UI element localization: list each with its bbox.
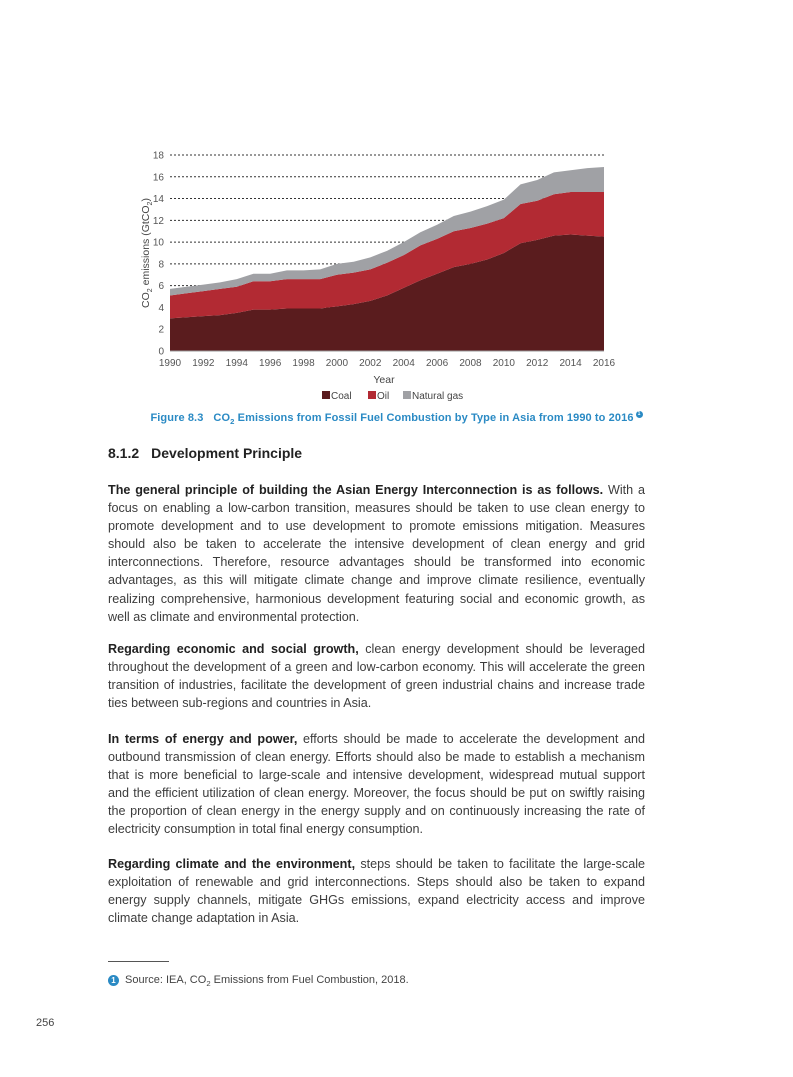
svg-text:16: 16: [152, 172, 164, 184]
svg-text:2014: 2014: [559, 358, 582, 369]
figure-number: Figure 8.3: [150, 412, 204, 424]
footnote-divider: [108, 961, 169, 962]
svg-text:2006: 2006: [425, 358, 449, 369]
svg-text:4: 4: [158, 302, 164, 314]
paragraph-energy-power: In terms of energy and power, efforts should be made to accelerate the development and outbound transmission of clean energy. Efforts should also be made to establish a mechanism that is more beneficial to large-scale and intensive development, widespread mutual support and the efficient utilization of clean energy. Moreover, the focus should be put on swiftly raising the proportion of clean energy in the energy supply and on continuously increasing the rate of electricity consumption in total final energy consumption.: [108, 732, 646, 837]
section-number: 8.1.2: [108, 445, 140, 461]
svg-text:Oil: Oil: [377, 391, 390, 402]
chart-areas: [170, 167, 604, 351]
section-heading: [108, 445, 302, 461]
y-axis: [153, 151, 165, 358]
svg-text:1992: 1992: [192, 358, 215, 369]
y-axis-label: $CO_2$ emissions (GtCO$_2$): [140, 198, 154, 308]
svg-text:2012: 2012: [526, 358, 549, 369]
x-axis-label: Year: [373, 374, 395, 386]
svg-text:Coal: Coal: [331, 391, 352, 402]
svg-text:10: 10: [152, 237, 164, 249]
section-title: Development Principle: [151, 445, 303, 461]
svg-text:18: 18: [152, 150, 164, 162]
info-number-icon: 1: [108, 975, 119, 986]
svg-text:6: 6: [158, 281, 164, 293]
svg-text:2008: 2008: [459, 358, 482, 369]
page-number: 256: [36, 1017, 55, 1029]
svg-text:2: 2: [158, 324, 164, 336]
footnote: 1 Source: IEA, $CO_2$ Emissions from Fuel Combustion, 2018.: [108, 974, 409, 988]
svg-text:12: 12: [152, 215, 164, 227]
chart-legend: [322, 391, 463, 402]
paragraph-climate-environment: Regarding climate and the environment, steps should be taken to facilitate the large-scale exploitation of renewable and grid interconnections. Steps should also be taken to expand energy supply channels, mitigate GHGs emissions, expand electricity access and improve climate change adaptation in Asia.: [108, 857, 645, 926]
svg-text:14: 14: [152, 194, 164, 206]
svg-text:1994: 1994: [225, 358, 248, 369]
figure-caption: Figure 8.3 $CO_2$ Emissions from Fossil Fuel Combustion by Type in Asia from 1990 to 2016 $^1$: [0, 411, 793, 426]
svg-text:1996: 1996: [259, 358, 282, 369]
footnote-marker-icon[interactable]: 1: [636, 411, 643, 418]
paragraph-economic-social: Regarding economic and social growth, clean energy development should be leveraged throughout the development of a green and low-carbon economy. This will accelerate the green transition of industries, facilitate the development of green industrial chains and increase trade ties between sub-regions and countries in Asia.: [108, 642, 646, 711]
svg-text:1998: 1998: [292, 358, 315, 369]
svg-text:2000: 2000: [325, 358, 349, 369]
x-axis: [159, 358, 616, 369]
svg-text:2002: 2002: [359, 358, 382, 369]
svg-text:2010: 2010: [492, 358, 515, 369]
svg-text:0: 0: [158, 346, 164, 358]
paragraph-general-principle: The general principle of building the Asian Energy Interconnection is as follows. With a focus on enabling a low-carbon transition, measures should be taken to use clean energy to promote development and to use development to promote emissions mitigation. Measures should also be taken to accelerate the intensive development of clean energy and grid interconnections. Therefore, resource advantages should be transformed into economic advantages, as this will mitigate climate change and improve climate resilience, eventually realizing comprehensive, harmonious development featuring social and economic growth, as well as climate and environmental protection.: [108, 483, 645, 624]
svg-text:Natural gas: Natural gas: [412, 391, 464, 402]
svg-text:2016: 2016: [592, 358, 616, 369]
svg-text:2004: 2004: [392, 358, 415, 369]
svg-text:1990: 1990: [158, 358, 182, 369]
svg-text:8: 8: [158, 259, 164, 271]
stacked-area-chart: [0, 0, 793, 410]
